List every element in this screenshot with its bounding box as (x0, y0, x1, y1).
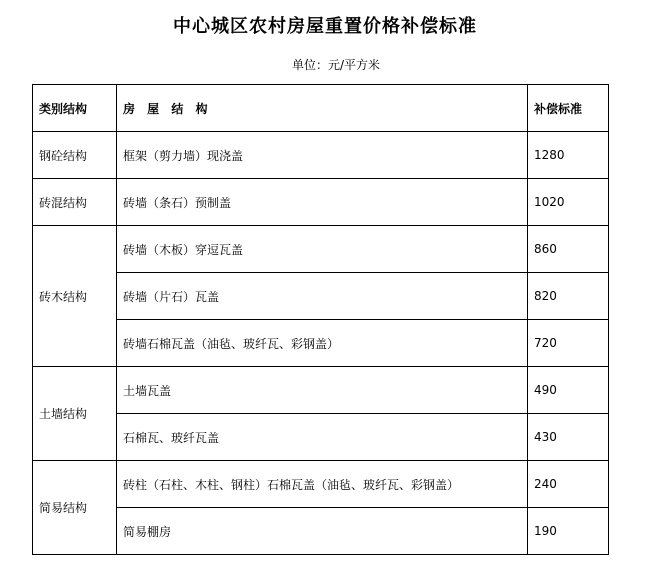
table-row (33, 461, 609, 508)
unit-label: 单位：元/平方米 (292, 58, 381, 72)
compensation-table (32, 84, 609, 555)
structure-cell: 土墙瓦盖 (117, 367, 528, 414)
header-price: 补偿标准 (528, 85, 609, 132)
structure-cell: 砖墙（条石）预制盖 (117, 179, 528, 226)
structure-cell: 石棉瓦、玻纤瓦盖 (117, 414, 528, 461)
structure-cell: 简易棚房 (117, 508, 528, 555)
structure-cell: 砖柱（石柱、木柱、钢柱）石棉瓦盖（油毡、玻纤瓦、彩钢盖） (117, 461, 528, 508)
price-cell: 1020 (528, 179, 609, 226)
price-cell: 240 (528, 461, 609, 508)
price-cell: 820 (528, 273, 609, 320)
price-cell: 860 (528, 226, 609, 273)
table-header-row (33, 85, 609, 132)
structure-cell: 砖墙（木板）穿逗瓦盖 (117, 226, 528, 273)
structure-cell: 砖墙（片石）瓦盖 (117, 273, 528, 320)
category-cell: 土墙结构 (33, 367, 117, 461)
price-cell: 1280 (528, 132, 609, 179)
price-cell: 720 (528, 320, 609, 367)
page-title: 中心城区农村房屋重置价格补偿标准 (173, 16, 477, 37)
category-cell: 钢砼结构 (33, 132, 117, 179)
table-row (33, 132, 609, 179)
category-cell: 简易结构 (33, 461, 117, 555)
structure-cell: 框架（剪力墙）现浇盖 (117, 132, 528, 179)
table-row (33, 226, 609, 273)
table-row (33, 273, 609, 320)
price-cell: 430 (528, 414, 609, 461)
table-row (33, 508, 609, 555)
header-category: 类别结构 (33, 85, 117, 132)
table-row (33, 320, 609, 367)
price-cell: 190 (528, 508, 609, 555)
table-row (33, 414, 609, 461)
header-structure: 房 屋 结 构 (117, 85, 528, 132)
structure-cell: 砖墙石棉瓦盖（油毡、玻纤瓦、彩钢盖） (117, 320, 528, 367)
table-row (33, 179, 609, 226)
category-cell: 砖混结构 (33, 179, 117, 226)
table-row (33, 367, 609, 414)
price-cell: 490 (528, 367, 609, 414)
category-cell: 砖木结构 (33, 226, 117, 367)
